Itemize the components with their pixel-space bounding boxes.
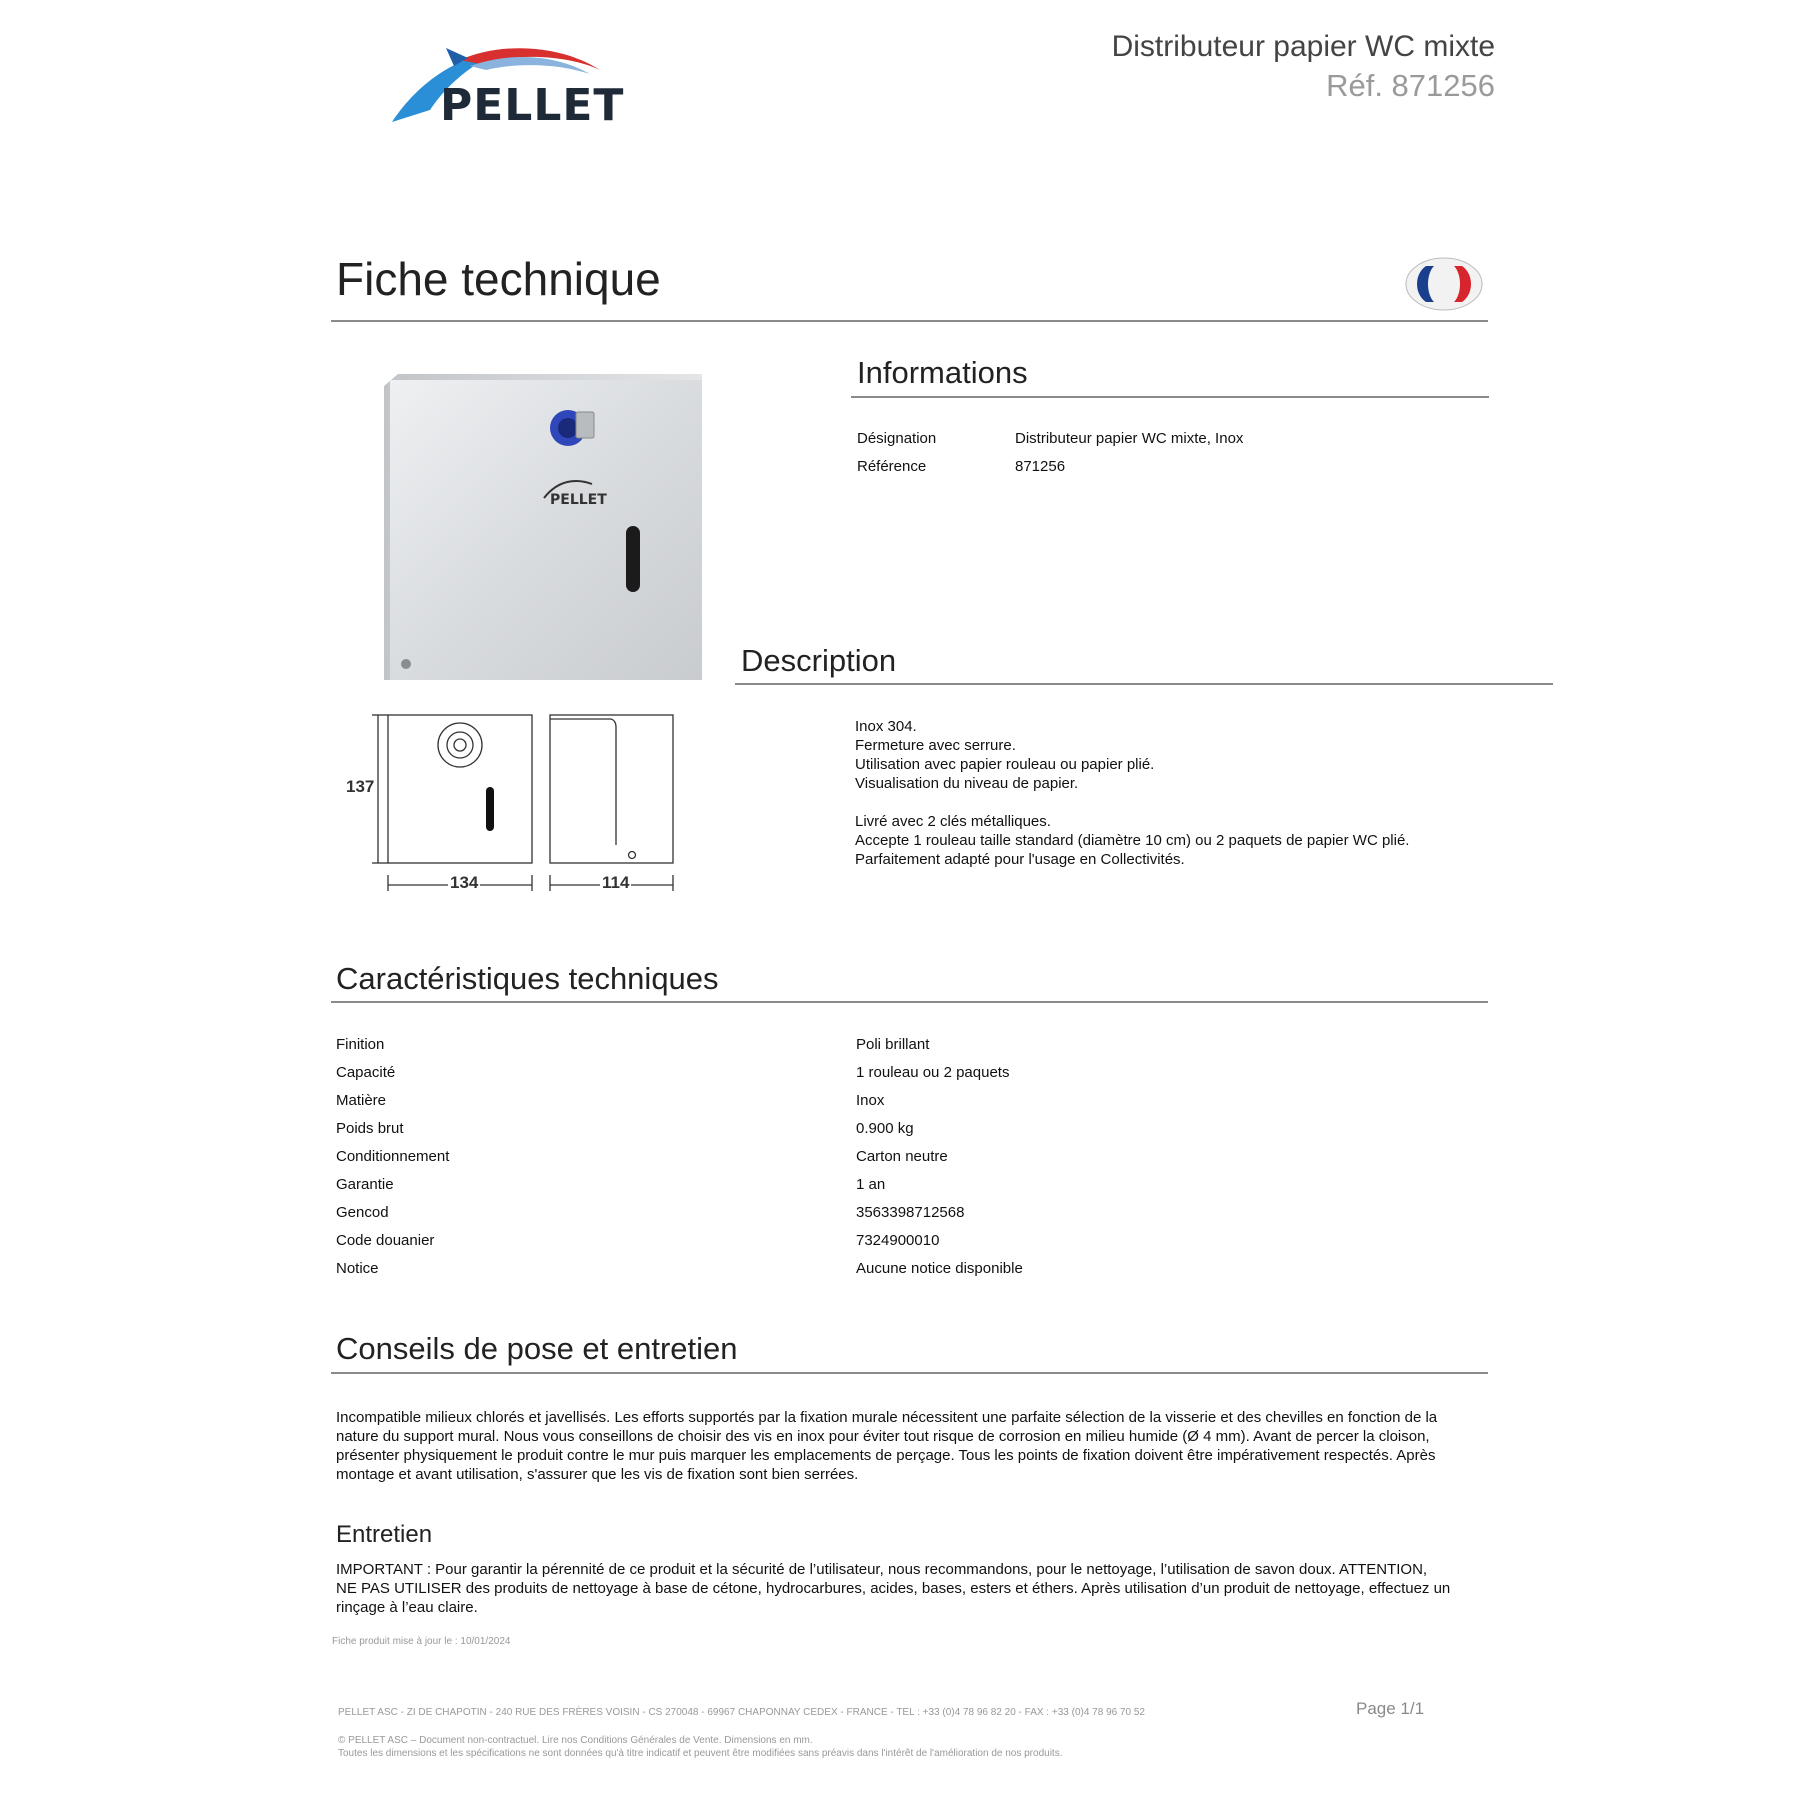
spec-value: Poli brillant — [856, 1036, 930, 1053]
header-product-title: Distributeur papier WC mixte — [1111, 30, 1495, 63]
caracteristiques-heading: Caractéristiques techniques — [336, 961, 719, 996]
description-line: Visualisation du niveau de papier. — [855, 775, 1079, 792]
spec-value: 1 an — [856, 1176, 886, 1193]
spec-label: Notice — [336, 1260, 379, 1277]
conseils-heading: Conseils de pose et entretien — [336, 1331, 738, 1366]
conseils-divider — [331, 1372, 1488, 1374]
info-label: Désignation — [857, 430, 937, 447]
spec-row — [336, 1120, 1486, 1148]
footer-legal — [338, 1734, 1062, 1760]
caracteristiques-table — [336, 1036, 1486, 1288]
info-label: Référence — [857, 458, 927, 475]
spec-row — [336, 1092, 1486, 1120]
spec-row — [336, 1260, 1486, 1288]
spec-row — [336, 1036, 1486, 1064]
spec-value: Inox — [856, 1092, 885, 1109]
description-line: Accepte 1 rouleau taille standard (diamètre 10 cm) ou 2 paquets de papier WC plié. — [855, 832, 1410, 849]
description-line: Fermeture avec serrure. — [855, 737, 1016, 754]
logo-wordmark: PELLET — [440, 80, 625, 131]
spec-row — [336, 1148, 1486, 1176]
spec-label: Gencod — [336, 1204, 389, 1221]
french-flag-icon — [1404, 256, 1484, 312]
spec-value: Aucune notice disponible — [856, 1260, 1023, 1277]
description-text — [855, 717, 1475, 869]
photo-brand-mark: PELLET — [550, 492, 607, 508]
spec-value: 7324900010 — [856, 1232, 940, 1249]
info-value: 871256 — [1015, 458, 1066, 475]
spec-value: 1 rouleau ou 2 paquets — [856, 1064, 1010, 1081]
spec-label: Conditionnement — [336, 1148, 450, 1165]
header-reference: Réf. 871256 — [1326, 68, 1495, 103]
spec-label: Matière — [336, 1092, 387, 1109]
description-line: Parfaitement adapté pour l'usage en Collectivités. — [855, 851, 1185, 868]
entretien-line: IMPORTANT : Pour garantir la pérennité de ce produit et la sécurité de l’utilisateur, nous recommandons, pour le nettoyage, l’utilisation de savon doux. ATTENTION, — [336, 1561, 1428, 1578]
footer-copyright: © PELLET ASC – Document non-contractuel. Lire nos Conditions Générales de Vente. Dimensions en mm. — [338, 1735, 813, 1746]
spec-row — [336, 1064, 1486, 1092]
spec-value: 0.900 kg — [856, 1120, 914, 1137]
depth-dimension-label: 114 — [602, 873, 630, 892]
spec-value: Carton neutre — [856, 1148, 948, 1165]
info-row — [857, 458, 1487, 486]
info-row — [857, 430, 1487, 458]
product-photo — [362, 368, 707, 688]
width-dimension-label: 134 — [450, 873, 479, 892]
description-line: Inox 304. — [855, 718, 917, 735]
description-divider — [735, 683, 1553, 685]
entretien-text — [336, 1560, 1486, 1617]
entretien-heading: Entretien — [336, 1521, 433, 1548]
description-line: Utilisation avec papier rouleau ou papier plié. — [855, 756, 1155, 773]
fabrication-francaise-badge — [1404, 256, 1484, 312]
spec-label: Capacité — [336, 1064, 396, 1081]
informations-divider — [851, 396, 1489, 398]
spec-label: Code douanier — [336, 1232, 435, 1249]
spec-row — [336, 1232, 1486, 1260]
pellet-logo — [390, 40, 640, 130]
spec-label: Finition — [336, 1036, 385, 1053]
height-dimension-label: 137 — [346, 777, 375, 796]
caracteristiques-divider — [331, 1001, 1488, 1003]
info-value: Distributeur papier WC mixte, Inox — [1015, 430, 1244, 447]
dimension-drawing — [340, 705, 685, 905]
informations-table — [857, 430, 1487, 486]
spec-label: Garantie — [336, 1176, 394, 1193]
title-divider — [331, 320, 1488, 322]
conseils-line: présenter physiquement le produit contre le mur puis marquer les emplacements de perçage. Tous les points de fixation doivent être impérativement respectés. Après — [336, 1447, 1436, 1464]
entretien-line: NE PAS UTILISER des produits de nettoyage à base de cétone, hydrocarbures, acides, bases, esters et éthers. Après utilisation d’un produit de nettoyage, effectuez un — [336, 1580, 1451, 1597]
footer-disclaimer: Toutes les dimensions et les spécifications ne sont données qu'à titre indicatif et peuvent être modifiées sans préavis dans l'intérêt de l'amélioration de nos produits. — [338, 1748, 1063, 1759]
conseils-text — [336, 1408, 1486, 1484]
page-number: Page 1/1 — [1356, 1699, 1425, 1718]
conseils-line: montage et avant utilisation, s'assurer que les vis de fixation sont bien serrées. — [336, 1466, 859, 1483]
spec-row — [336, 1176, 1486, 1204]
footer-address: PELLET ASC - ZI DE CHAPOTIN - 240 RUE DES FRÈRES VOISIN - CS 270048 - 69967 CHAPONNAY CEDEX - FRANCE - TEL : +33 (0)4 78 96 82 20 - FAX : +33 (0)4 78 96 70 52 — [338, 1707, 1145, 1718]
description-line — [855, 793, 1475, 812]
informations-heading: Informations — [857, 355, 1028, 390]
description-line: Livré avec 2 clés métalliques. — [855, 813, 1051, 830]
entretien-line: rinçage à l’eau claire. — [336, 1599, 478, 1616]
spec-row — [336, 1204, 1486, 1232]
page-title: Fiche technique — [336, 253, 661, 305]
conseils-line: nature du support mural. Nous vous conseillons de choisir des vis en inox pour éviter tout risque de corrosion en milieu humide (Ø 4 mm). Avant de percer la cloison, — [336, 1428, 1430, 1445]
spec-label: Poids brut — [336, 1120, 404, 1137]
conseils-line: Incompatible milieux chlorés et javellisés. Les efforts supportés par la fixation murale nécessitent une parfaite sélection de la visserie et des chevilles en fonction de la — [336, 1409, 1438, 1426]
description-heading: Description — [741, 643, 897, 678]
update-date: Fiche produit mise à jour le : 10/01/2024 — [332, 1636, 511, 1647]
spec-value: 3563398712568 — [856, 1204, 965, 1221]
